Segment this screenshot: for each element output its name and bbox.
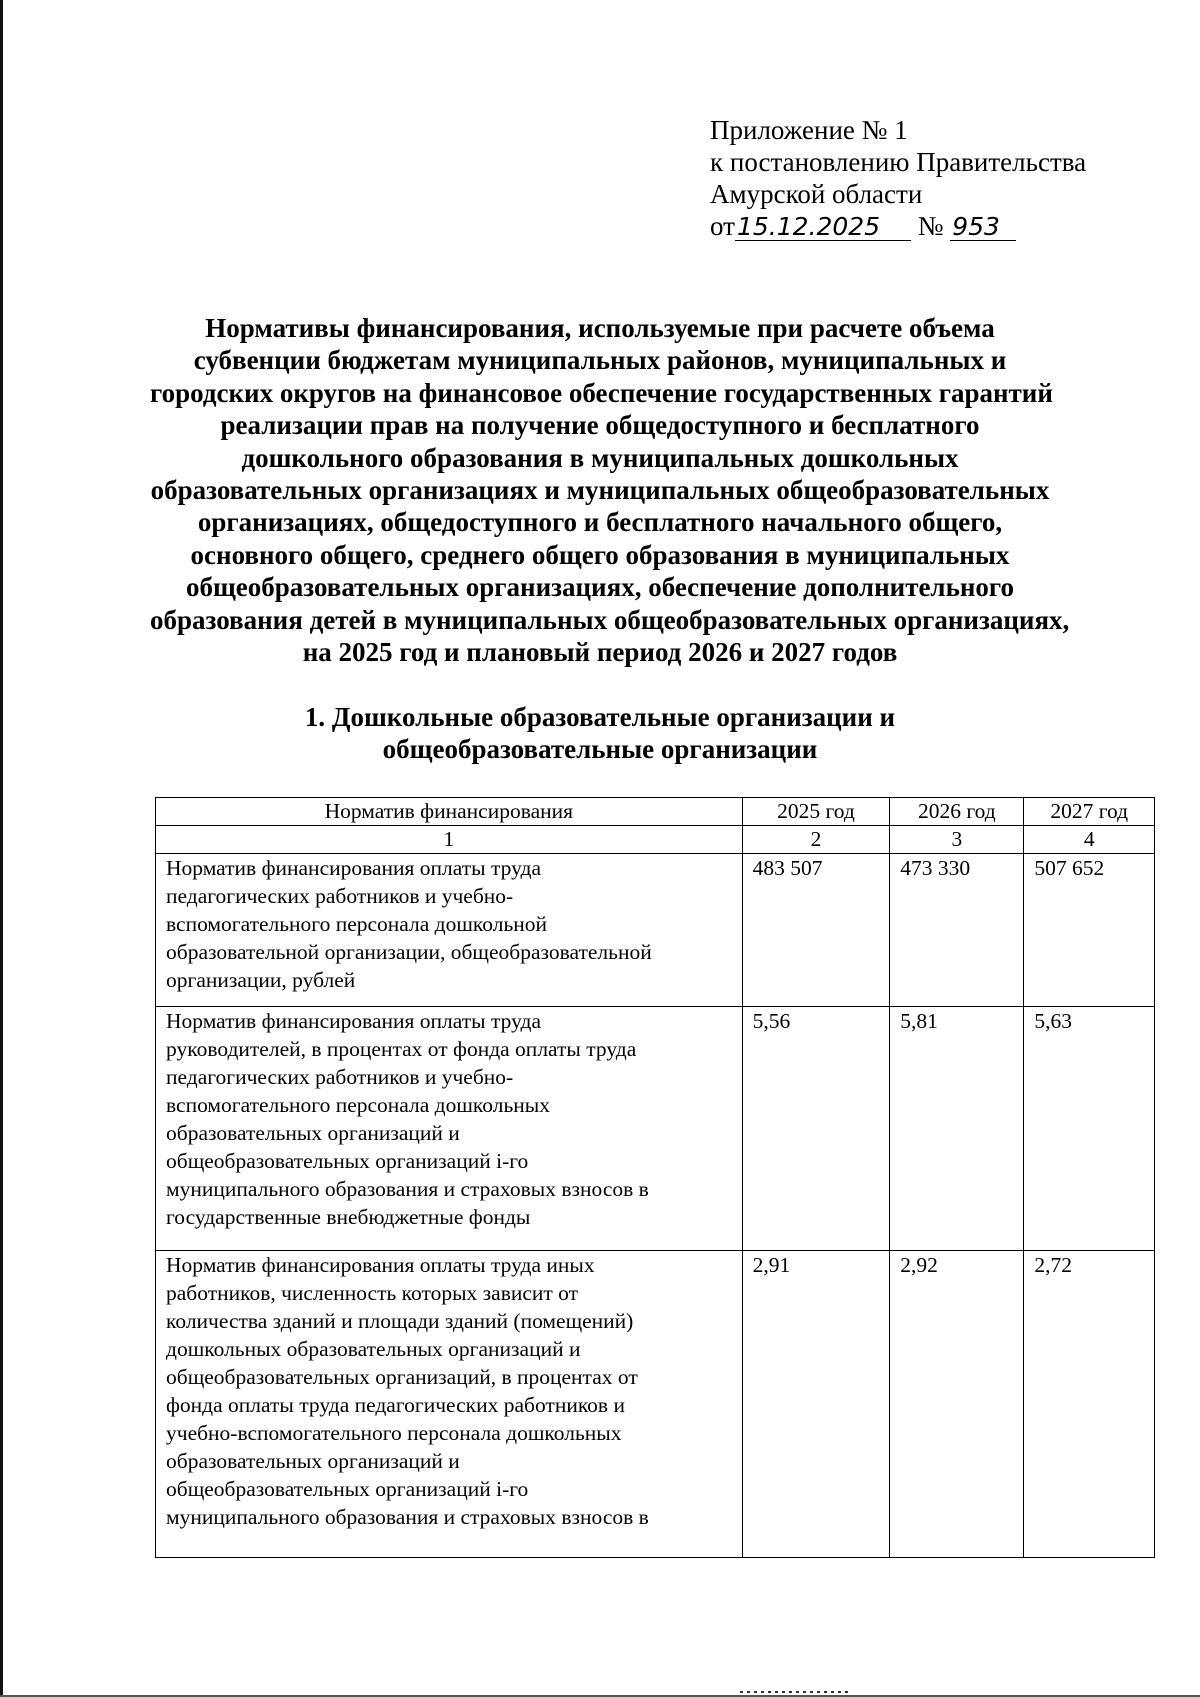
appendix-block	[710, 114, 1180, 242]
text-line: Норматив финансирования оплаты труда	[166, 1009, 541, 1033]
text-line: муниципального образования и страховых взносов в	[166, 1177, 649, 1201]
section-heading	[250, 701, 950, 765]
text-line: Норматив финансирования оплаты труда иных	[166, 1253, 595, 1277]
handwritten-number: 953	[950, 214, 1016, 241]
text-line: государственные внебюджетные фонды	[166, 1205, 531, 1229]
norms-table	[155, 797, 1155, 1558]
text-line: педагогических работников и учебно-	[166, 1065, 514, 1089]
text-line: общеобразовательных организаций i-го	[166, 1149, 529, 1173]
value-2027: 507 652	[1024, 854, 1155, 1007]
title-line: субвенции бюджетам муниципальных районов, муниципальных и	[193, 345, 1007, 376]
table-header-row	[156, 798, 1155, 826]
header-cell-2025: 2025 год	[742, 798, 890, 826]
text-line: дошкольных образовательных организаций и	[166, 1337, 581, 1361]
section-heading-line: 1. Дошкольные образовательные организации и	[304, 702, 896, 732]
text-line: Норматив финансирования оплаты труда	[166, 856, 541, 880]
column-number-row	[156, 826, 1155, 854]
header-cell-2027: 2027 год	[1024, 798, 1155, 826]
title-line: дошкольного образования в муниципальных дошкольных	[241, 442, 959, 473]
text-line: образовательной организации, общеобразовательной	[166, 940, 652, 964]
value-2026: 5,81	[890, 1007, 1024, 1251]
value-2025: 2,91	[742, 1251, 890, 1558]
date-prefix: от	[710, 211, 735, 241]
scan-edge-left	[0, 0, 3, 1697]
column-number: 2	[742, 826, 890, 854]
appendix-line: Приложение № 1	[710, 115, 908, 145]
table-row	[156, 1251, 1155, 1558]
title-line: городских округов на финансовое обеспечение государственных гарантий	[150, 377, 1053, 408]
value-2025: 483 507	[742, 854, 890, 1007]
text-line: общеобразовательных организаций, в процентах от	[166, 1365, 638, 1389]
value-2025: 5,56	[742, 1007, 890, 1251]
title-line: основного общего, среднего общего образования в муниципальных	[190, 539, 1010, 570]
value-2027: 2,72	[1024, 1251, 1155, 1558]
table-row	[156, 854, 1155, 1007]
number-label: №	[917, 211, 944, 241]
scan-artifact	[740, 1691, 850, 1693]
header-cell-norm: Норматив финансирования	[156, 798, 743, 826]
section-heading-line: общеобразовательные организации	[382, 734, 818, 764]
text-line: вспомогательного персонала дошкольной	[166, 912, 548, 936]
column-number: 4	[1024, 826, 1155, 854]
header-cell-2026: 2026 год	[890, 798, 1024, 826]
text-line: вспомогательного персонала дошкольных	[166, 1093, 550, 1117]
appendix-date-line	[710, 210, 1180, 242]
text-line: фонда оплаты труда педагогических работников и	[166, 1393, 625, 1417]
text-line: учебно-вспомогательного персонала дошкольных	[166, 1421, 622, 1445]
column-number: 3	[890, 826, 1024, 854]
title-line: на 2025 год и плановый период 2026 и 2027 годов	[302, 637, 898, 668]
text-line: общеобразовательных организаций i-го	[166, 1477, 529, 1501]
title-line: образовательных организациях и муниципальных общеобразовательных	[150, 475, 1050, 506]
title-line: реализации прав на получение общедоступного и бесплатного	[220, 410, 980, 441]
norm-description	[156, 854, 743, 1007]
value-2026: 473 330	[890, 854, 1024, 1007]
document-title	[150, 312, 1070, 668]
handwritten-date: 15.12.2025	[735, 214, 911, 241]
text-line: организации, рублей	[166, 968, 356, 992]
appendix-line: к постановлению Правительства	[710, 147, 1087, 177]
column-number: 1	[156, 826, 743, 854]
norm-description	[156, 1007, 743, 1251]
appendix-line: Амурской области	[710, 179, 923, 209]
text-line: образовательных организаций и	[166, 1121, 460, 1145]
title-line: общеобразовательных организациях, обеспечение дополнительного	[185, 572, 1015, 603]
text-line: работников, численность которых зависит от	[166, 1281, 579, 1305]
value-2027: 5,63	[1024, 1007, 1155, 1251]
text-line: руководителей, в процентах от фонда оплаты труда	[166, 1037, 637, 1061]
text-line: педагогических работников и учебно-	[166, 884, 514, 908]
text-line: муниципального образования и страховых взносов в	[166, 1505, 649, 1529]
table-row	[156, 1007, 1155, 1251]
norm-description	[156, 1251, 743, 1558]
title-line: Нормативы финансирования, используемые при расчете объема	[205, 313, 995, 343]
value-2026: 2,92	[890, 1251, 1024, 1558]
text-line: образовательных организаций и	[166, 1449, 460, 1473]
text-line: количества зданий и площади зданий (помещений)	[166, 1309, 634, 1333]
title-line: организациях, общедоступного и бесплатного начального общего,	[197, 507, 1003, 538]
title-line: образования детей в муниципальных общеобразовательных организациях,	[150, 604, 1070, 635]
